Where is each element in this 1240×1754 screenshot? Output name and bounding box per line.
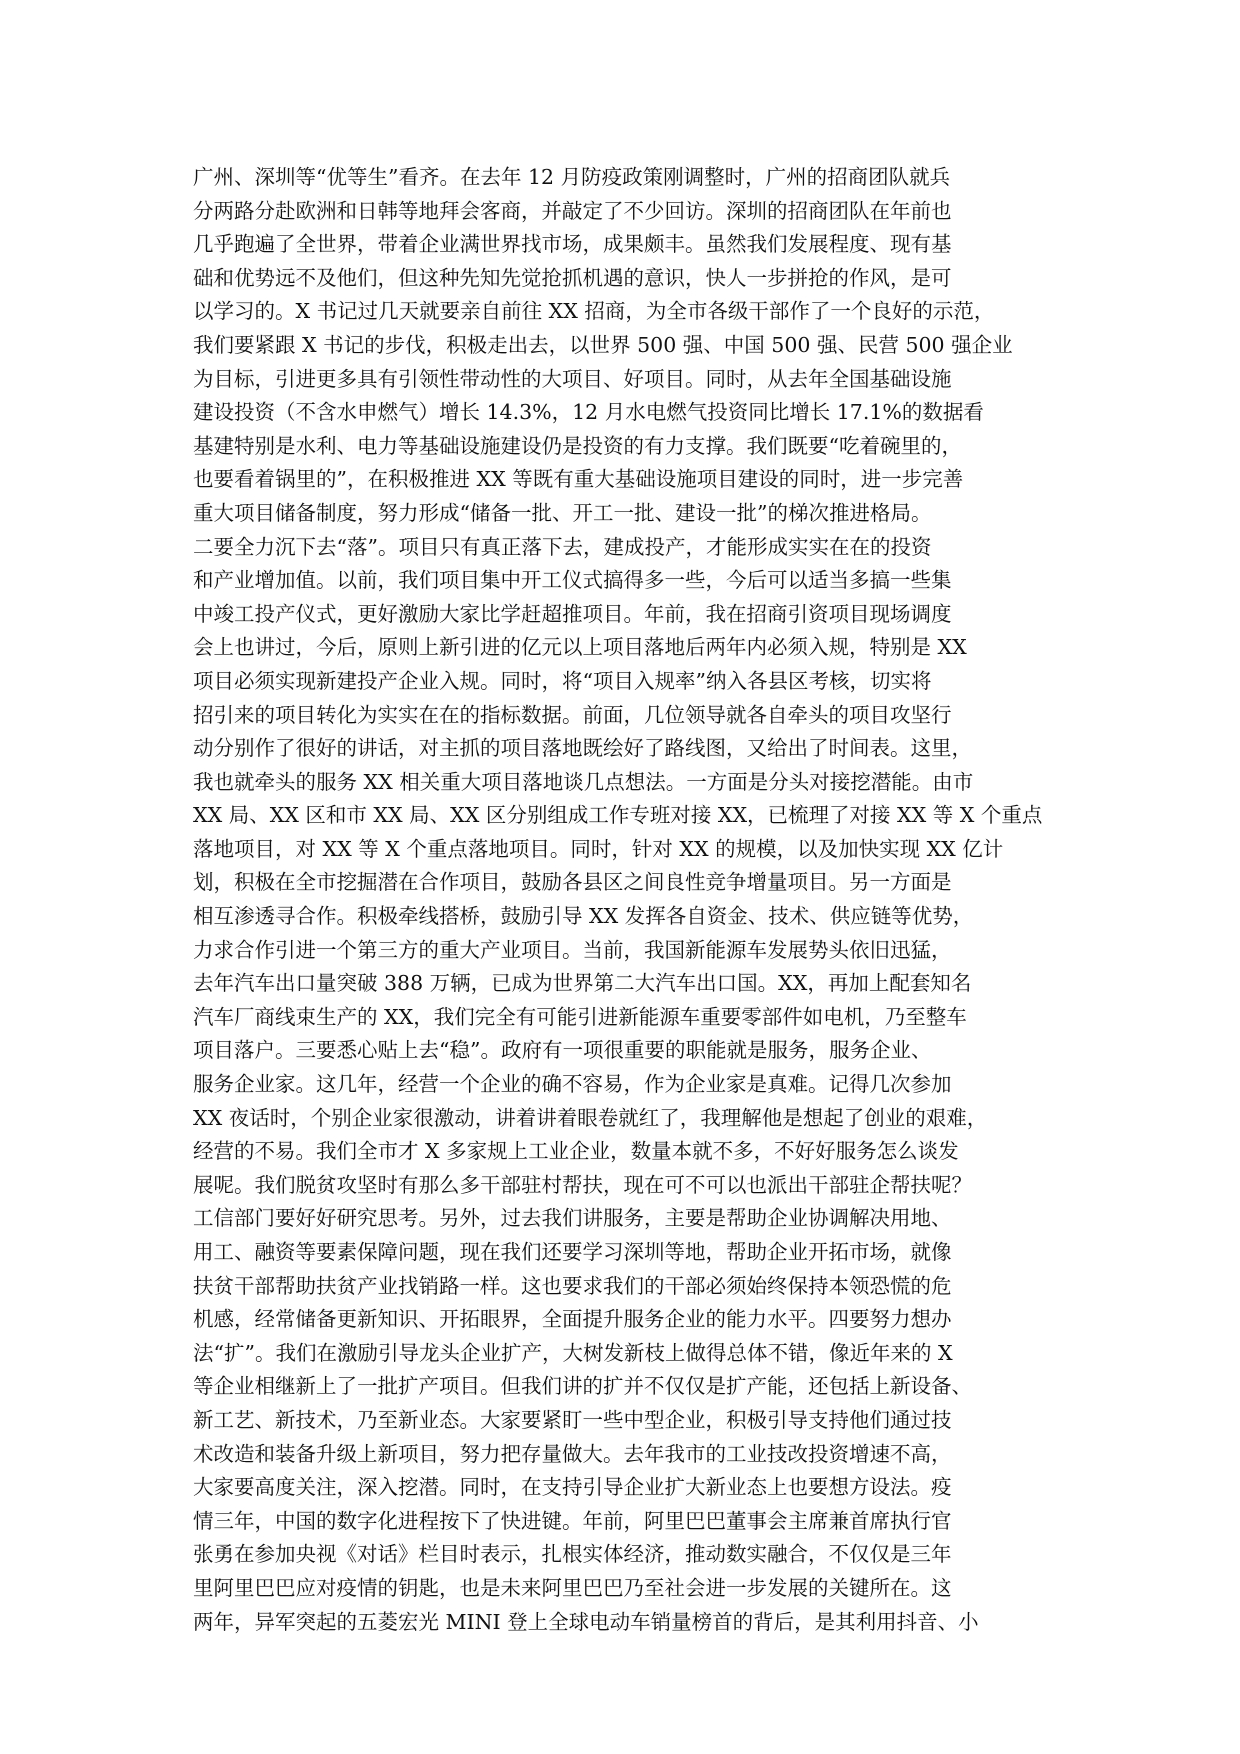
text-line: 服务企业家。这几年，经营一个企业的确不容易，作为企业家是真难。记得几次参加 — [193, 1072, 952, 1097]
text-line: 工信部门要好好研究思考。另外，过去我们讲服务，主要是帮助企业协调解决用地、 — [193, 1206, 952, 1231]
text-line: XX 局、XX 区和市 XX 局、XX 区分别组成工作专班对接 XX，已梳理了对接 XX 等 X 个重点 — [193, 803, 1043, 828]
text-line: 建设投资（不含水申燃气）增长 14.3%，12 月水电燃气投资同比增长 17.1%的数据看 — [193, 400, 984, 425]
text-line: 经营的不易。我们全市才 X 多家规上工业企业，数量本就不多，不好好服务怎么谈发 — [193, 1139, 959, 1164]
text-line: 我们要紧跟 X 书记的步伐，积极走出去，以世界 500 强、中国 500 强、民营 500 强企业 — [193, 332, 1013, 357]
text-line: 和产业增加值。以前，我们项目集中开工仪式搞得多一些，今后可以适当多搞一些集 — [193, 568, 952, 593]
text-line: 法“扩”。我们在激励引导龙头企业扩产，大树发新枝上做得总体不错，像近年来的 X — [193, 1340, 953, 1365]
text-line: 术改造和装备升级上新项目，努力把存量做大。去年我市的工业技改投资增速不高， — [193, 1441, 952, 1466]
text-line: 我也就牵头的服务 XX 相关重大项目落地谈几点想法。一方面是分头对接挖潜能。由市 — [193, 769, 974, 794]
text-line: 划，积极在全市挖掘潜在合作项目，鼓励各县区之间良性竞争增量项目。另一方面是 — [193, 870, 952, 895]
text-line: 扶贫干部帮助扶贫产业找销路一样。这也要求我们的干部必须始终保持本领恐慌的危 — [193, 1273, 952, 1298]
text-line: 为目标，引进更多具有引领性带动性的大项目、好项目。同时，从去年全国基础设施 — [193, 366, 952, 391]
text-line: 相互渗透寻合作。积极牵线搭桥，鼓励引导 XX 发挥各自资金、技术、供应链等优势， — [193, 904, 974, 929]
text-line: 里阿里巴巴应对疫情的钥匙，也是未来阿里巴巴乃至社会进一步发展的关键所在。这 — [193, 1575, 952, 1600]
text-line: 展呢。我们脱贫攻坚时有那么多干部驻村帮扶，现在可不可以也派出干部驻企帮扶呢？ — [193, 1172, 972, 1197]
text-line: 落地项目，对 XX 等 X 个重点落地项目。同时，针对 XX 的规模，以及加快实现 XX 亿计 — [193, 836, 1004, 861]
text-line: 中竣工投产仪式，更好激励大家比学赶超推项目。年前，我在招商引资项目现场调度 — [193, 601, 952, 626]
text-line: 机感，经常储备更新知识、开拓眼界，全面提升服务企业的能力水平。四要努力想办 — [193, 1307, 952, 1332]
text-line: 招引来的项目转化为实实在在的指标数据。前面，几位领导就各自牵头的项目攻坚行 — [193, 702, 952, 727]
text-line: 动分别作了很好的讲话，对主抓的项目落地既绘好了路线图，又给出了时间表。这里， — [193, 736, 972, 761]
text-line: 情三年，中国的数字化进程按下了快进键。年前，阿里巴巴董事会主席兼首席执行官 — [193, 1508, 952, 1533]
text-line: XX 夜话时，个别企业家很激动，讲着讲着眼卷就红了，我理解他是想起了创业的艰难， — [193, 1105, 988, 1130]
text-line: 张勇在参加央视《对话》栏目时表示，扎根实体经济，推动数实融合，不仅仅是三年 — [193, 1542, 952, 1567]
text-line: 大家要高度关注，深入挖潜。同时，在支持引导企业扩大新业态上也要想方设法。疫 — [193, 1475, 952, 1500]
text-line: 几乎跑遍了全世界，带着企业满世界找市场，成果颇丰。虽然我们发展程度、现有基 — [193, 232, 952, 257]
text-line: 去年汽车出口量突破 388 万辆，已成为世界第二大汽车出口国。XX，再加上配套知名 — [193, 971, 972, 996]
text-line: 以学习的。X 书记过几天就要亲自前往 XX 招商，为全市各级干部作了一个良好的示范， — [193, 299, 995, 324]
text-line: 也要看着锅里的”，在积极推进 XX 等既有重大基础设施项目建设的同时，进一步完善 — [193, 467, 964, 492]
text-line: 新工艺、新技术，乃至新业态。大家要紧盯一些中型企业，积极引导支持他们通过技 — [193, 1407, 952, 1432]
text-line: 项目必须实现新建投产企业入规。同时，将“项目入规率”纳入各县区考核，切实将 — [193, 668, 932, 693]
text-line: 两年，异军突起的五菱宏光 MINI 登上全球电动车销量榜首的背后，是其利用抖音、小 — [193, 1609, 979, 1634]
text-line: 础和优势远不及他们，但这种先知先觉抢抓机遇的意识，快人一步拼抢的作风，是可 — [193, 265, 952, 290]
body-text — [193, 161, 1053, 1639]
text-line: 二要全力沉下去“落”。项目只有真正落下去，建成投产，才能形成实实在在的投资 — [193, 534, 932, 559]
text-line: 力求合作引进一个第三方的重大产业项目。当前，我国新能源车发展势头依旧迅猛， — [193, 937, 952, 962]
text-line: 会上也讲过，今后，原则上新引进的亿元以上项目落地后两年内必须入规，特别是 XX — [193, 635, 967, 660]
text-line: 重大项目储备制度，努力形成“储备一批、开工一批、建设一批”的梯次推进格局。 — [193, 500, 932, 525]
text-line: 基建特别是水利、电力等基础设施建设仍是投资的有力支撑。我们既要“吃着碗里的， — [193, 433, 962, 458]
text-line: 用工、融资等要素保障问题，现在我们还要学习深圳等地，帮助企业开拓市场，就像 — [193, 1240, 952, 1264]
text-line: 等企业相继新上了一批扩产项目。但我们讲的扩并不仅仅是扩产能，还包括上新设备、 — [193, 1374, 972, 1399]
text-line: 汽车厂商线束生产的 XX，我们完全有可能引进新能源车重要零部件如电机，乃至整车 — [193, 1004, 967, 1029]
text-line: 分两路分赴欧洲和日韩等地拜会客商，并敲定了不少回访。深圳的招商团队在年前也 — [193, 198, 952, 223]
text-line: 广州、深圳等“优等生”看齐。在去年 12 月防疫政策刚调整时，广州的招商团队就兵 — [193, 165, 951, 189]
text-line: 项目落户。三要悉心贴上去“稳”。政府有一项很重要的职能就是服务，服务企业、 — [193, 1038, 932, 1063]
